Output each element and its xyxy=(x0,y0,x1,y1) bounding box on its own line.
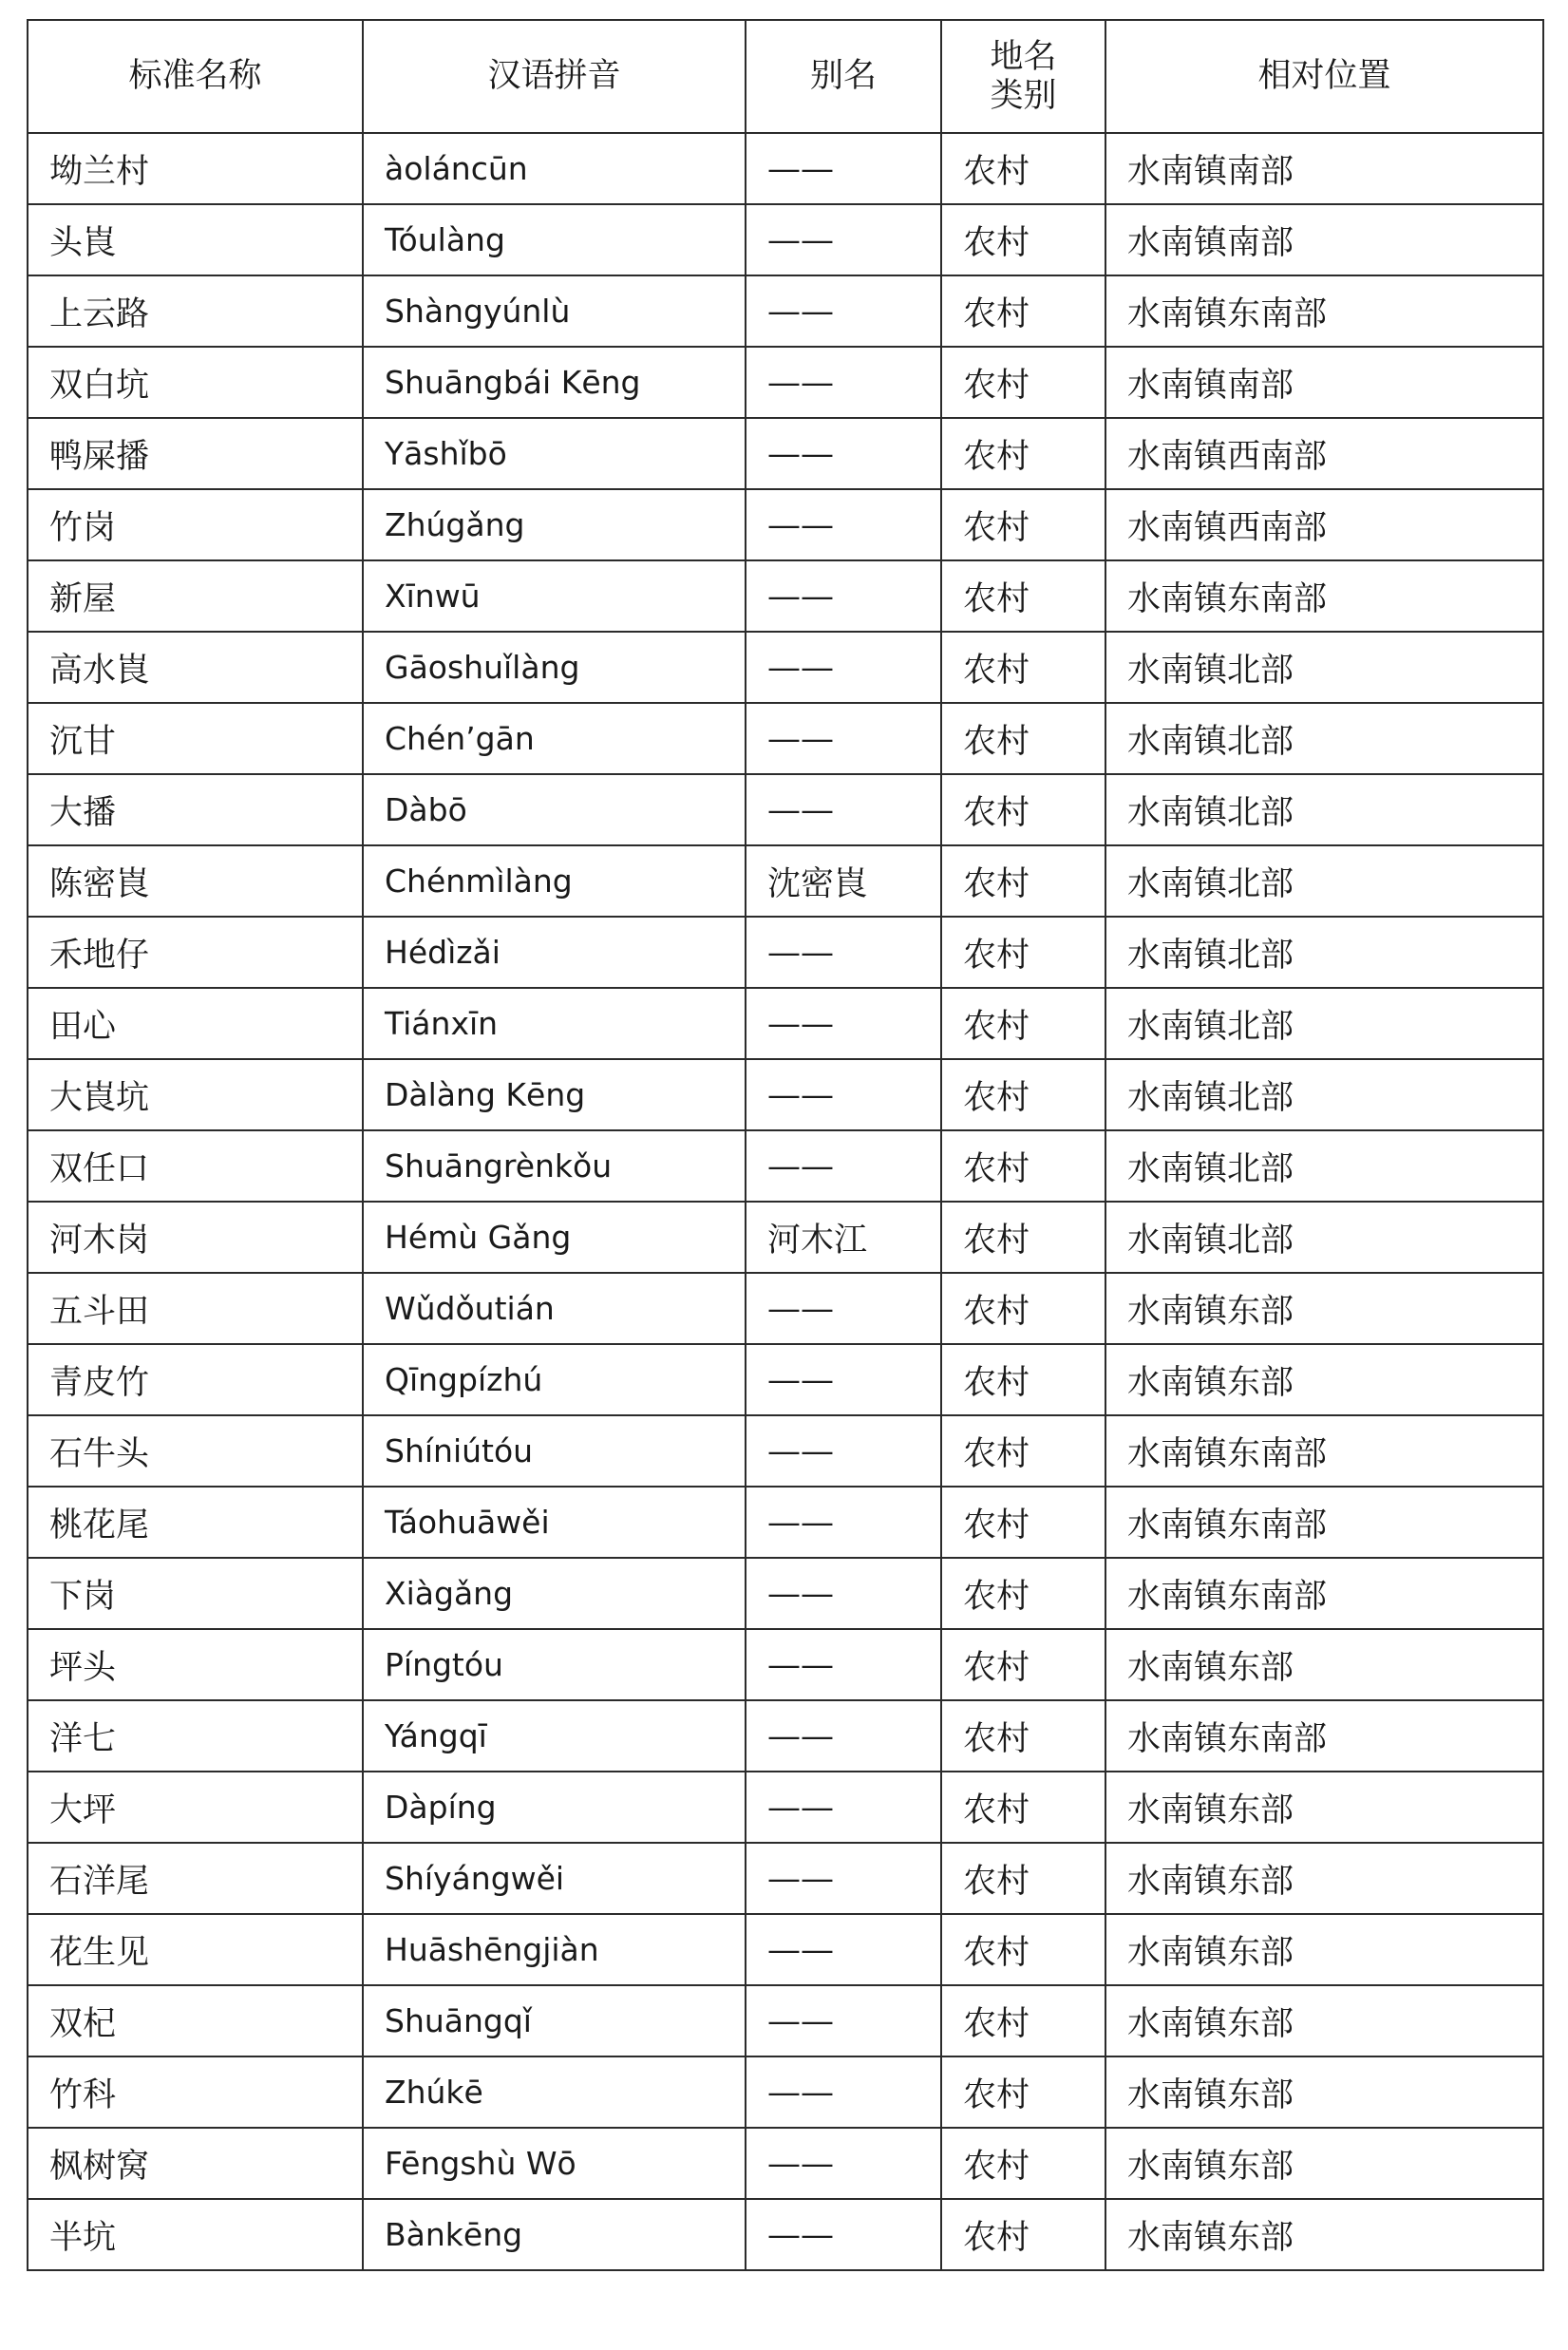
cell-pinyin: Xiàgǎng xyxy=(363,1558,746,1629)
cell-category: 农村 xyxy=(941,703,1105,774)
cell-category: 农村 xyxy=(941,1273,1105,1344)
cell-pinyin: Fēngshù Wō xyxy=(363,2128,746,2199)
cell-relative-location: 水南镇东部 xyxy=(1105,1629,1543,1700)
cell-standard-name: 竹科 xyxy=(28,2056,363,2128)
cell-standard-name: 大播 xyxy=(28,774,363,845)
cell-relative-location: 水南镇南部 xyxy=(1105,133,1543,204)
cell-standard-name: 石洋尾 xyxy=(28,1843,363,1914)
cell-category: 农村 xyxy=(941,133,1105,204)
header-standard-name: 标准名称 xyxy=(28,20,363,133)
cell-standard-name: 桃花尾 xyxy=(28,1487,363,1558)
cell-category: 农村 xyxy=(941,2199,1105,2270)
cell-category: 农村 xyxy=(941,1772,1105,1843)
cell-standard-name: 双白坑 xyxy=(28,347,363,418)
cell-standard-name: 头崀 xyxy=(28,204,363,275)
cell-alias: —— xyxy=(746,1059,941,1130)
cell-alias: —— xyxy=(746,275,941,347)
cell-pinyin: Chén’gān xyxy=(363,703,746,774)
cell-standard-name: 花生见 xyxy=(28,1914,363,1985)
table-row xyxy=(28,347,1543,418)
cell-alias: —— xyxy=(746,2056,941,2128)
cell-category: 农村 xyxy=(941,1059,1105,1130)
cell-relative-location: 水南镇东部 xyxy=(1105,1914,1543,1985)
cell-alias: —— xyxy=(746,418,941,489)
cell-pinyin: Hémù Gǎng xyxy=(363,1202,746,1273)
cell-alias: —— xyxy=(746,1985,941,2056)
cell-standard-name: 禾地仔 xyxy=(28,917,363,988)
table-row xyxy=(28,1487,1543,1558)
cell-standard-name: 田心 xyxy=(28,988,363,1059)
table-row xyxy=(28,1700,1543,1772)
cell-relative-location: 水南镇北部 xyxy=(1105,1130,1543,1202)
cell-relative-location: 水南镇东部 xyxy=(1105,1273,1543,1344)
cell-alias: —— xyxy=(746,1415,941,1487)
cell-standard-name: 下岗 xyxy=(28,1558,363,1629)
cell-pinyin: Tiánxīn xyxy=(363,988,746,1059)
cell-alias: 河木江 xyxy=(746,1202,941,1273)
cell-pinyin: Qīngpízhú xyxy=(363,1344,746,1415)
cell-pinyin: Shàngyúnlù xyxy=(363,275,746,347)
cell-alias: —— xyxy=(746,2199,941,2270)
cell-alias: —— xyxy=(746,1558,941,1629)
header-pinyin: 汉语拼音 xyxy=(363,20,746,133)
table-row xyxy=(28,774,1543,845)
cell-standard-name: 双任口 xyxy=(28,1130,363,1202)
header-category xyxy=(941,20,1105,133)
table-row xyxy=(28,133,1543,204)
cell-alias: —— xyxy=(746,703,941,774)
header-category-line1: 地名 xyxy=(990,38,1057,77)
cell-relative-location: 水南镇东南部 xyxy=(1105,560,1543,632)
table-row xyxy=(28,2128,1543,2199)
cell-pinyin: Yángqī xyxy=(363,1700,746,1772)
cell-category: 农村 xyxy=(941,1130,1105,1202)
cell-standard-name: 石牛头 xyxy=(28,1415,363,1487)
cell-category: 农村 xyxy=(941,1700,1105,1772)
cell-alias: —— xyxy=(746,133,941,204)
cell-relative-location: 水南镇东南部 xyxy=(1105,1487,1543,1558)
table-row xyxy=(28,489,1543,560)
cell-pinyin: Táohuāwěi xyxy=(363,1487,746,1558)
cell-alias: —— xyxy=(746,1273,941,1344)
cell-relative-location: 水南镇北部 xyxy=(1105,988,1543,1059)
cell-pinyin: Shuāngqǐ xyxy=(363,1985,746,2056)
cell-standard-name: 沉甘 xyxy=(28,703,363,774)
cell-standard-name: 陈密崀 xyxy=(28,845,363,917)
cell-pinyin: Dàlàng Kēng xyxy=(363,1059,746,1130)
table-row xyxy=(28,1985,1543,2056)
table-row xyxy=(28,1629,1543,1700)
cell-alias: —— xyxy=(746,1629,941,1700)
cell-relative-location: 水南镇北部 xyxy=(1105,845,1543,917)
cell-category: 农村 xyxy=(941,1629,1105,1700)
place-name-table xyxy=(27,19,1544,2271)
cell-alias: —— xyxy=(746,560,941,632)
cell-alias: —— xyxy=(746,632,941,703)
cell-pinyin: Shíyángwěi xyxy=(363,1843,746,1914)
cell-standard-name: 竹岗 xyxy=(28,489,363,560)
cell-pinyin: Shíniútóu xyxy=(363,1415,746,1487)
table-row xyxy=(28,632,1543,703)
cell-standard-name: 河木岗 xyxy=(28,1202,363,1273)
cell-category: 农村 xyxy=(941,917,1105,988)
table-row xyxy=(28,418,1543,489)
cell-alias: —— xyxy=(746,1344,941,1415)
cell-pinyin: Zhúkē xyxy=(363,2056,746,2128)
cell-category: 农村 xyxy=(941,845,1105,917)
table-row xyxy=(28,1772,1543,1843)
cell-pinyin: Zhúgǎng xyxy=(363,489,746,560)
header-alias: 别名 xyxy=(746,20,941,133)
cell-relative-location: 水南镇东南部 xyxy=(1105,1415,1543,1487)
cell-standard-name: 青皮竹 xyxy=(28,1344,363,1415)
cell-category: 农村 xyxy=(941,1202,1105,1273)
cell-alias: —— xyxy=(746,988,941,1059)
cell-category: 农村 xyxy=(941,1415,1105,1487)
table-row xyxy=(28,1202,1543,1273)
cell-relative-location: 水南镇南部 xyxy=(1105,204,1543,275)
cell-standard-name: 鸭屎播 xyxy=(28,418,363,489)
cell-pinyin: Dàbō xyxy=(363,774,746,845)
table-row xyxy=(28,845,1543,917)
cell-relative-location: 水南镇北部 xyxy=(1105,917,1543,988)
cell-standard-name: 上云路 xyxy=(28,275,363,347)
cell-relative-location: 水南镇东部 xyxy=(1105,1772,1543,1843)
cell-pinyin: Shuāngrènkǒu xyxy=(363,1130,746,1202)
cell-category: 农村 xyxy=(941,489,1105,560)
cell-standard-name: 坪头 xyxy=(28,1629,363,1700)
table-row xyxy=(28,204,1543,275)
cell-category: 农村 xyxy=(941,1487,1105,1558)
table-row xyxy=(28,560,1543,632)
cell-alias: —— xyxy=(746,1487,941,1558)
cell-category: 农村 xyxy=(941,347,1105,418)
cell-pinyin: Tóulàng xyxy=(363,204,746,275)
cell-standard-name: 大崀坑 xyxy=(28,1059,363,1130)
cell-pinyin: Huāshēngjiàn xyxy=(363,1914,746,1985)
cell-relative-location: 水南镇东部 xyxy=(1105,2199,1543,2270)
cell-relative-location: 水南镇东部 xyxy=(1105,2128,1543,2199)
cell-pinyin: àoláncūn xyxy=(363,133,746,204)
cell-relative-location: 水南镇东南部 xyxy=(1105,1558,1543,1629)
cell-relative-location: 水南镇东南部 xyxy=(1105,1700,1543,1772)
cell-alias: —— xyxy=(746,204,941,275)
table-row xyxy=(28,275,1543,347)
table-header xyxy=(28,20,1543,133)
cell-pinyin: Yāshǐbō xyxy=(363,418,746,489)
cell-alias: —— xyxy=(746,1130,941,1202)
cell-pinyin: Wǔdǒutián xyxy=(363,1273,746,1344)
cell-relative-location: 水南镇北部 xyxy=(1105,1059,1543,1130)
cell-relative-location: 水南镇东部 xyxy=(1105,1344,1543,1415)
cell-standard-name: 双杞 xyxy=(28,1985,363,2056)
cell-pinyin: Gāoshuǐlàng xyxy=(363,632,746,703)
cell-category: 农村 xyxy=(941,2056,1105,2128)
table-row xyxy=(28,1415,1543,1487)
table-row xyxy=(28,1344,1543,1415)
header-row xyxy=(28,20,1543,133)
table-row xyxy=(28,917,1543,988)
cell-alias: —— xyxy=(746,2128,941,2199)
table-row xyxy=(28,1059,1543,1130)
table-row xyxy=(28,2056,1543,2128)
table-body xyxy=(28,133,1543,2270)
cell-relative-location: 水南镇东部 xyxy=(1105,2056,1543,2128)
cell-pinyin: Shuāngbái Kēng xyxy=(363,347,746,418)
table-row xyxy=(28,1843,1543,1914)
table-row xyxy=(28,1273,1543,1344)
cell-alias: —— xyxy=(746,1772,941,1843)
cell-alias: —— xyxy=(746,1843,941,1914)
table-row xyxy=(28,988,1543,1059)
place-name-table-container xyxy=(27,19,1542,2271)
cell-pinyin: Xīnwū xyxy=(363,560,746,632)
cell-standard-name: 五斗田 xyxy=(28,1273,363,1344)
cell-category: 农村 xyxy=(941,774,1105,845)
cell-standard-name: 坳兰村 xyxy=(28,133,363,204)
cell-standard-name: 高水崀 xyxy=(28,632,363,703)
cell-standard-name: 洋七 xyxy=(28,1700,363,1772)
cell-alias: —— xyxy=(746,1700,941,1772)
cell-alias: —— xyxy=(746,1914,941,1985)
cell-pinyin: Dàpíng xyxy=(363,1772,746,1843)
cell-standard-name: 枫树窝 xyxy=(28,2128,363,2199)
cell-category: 农村 xyxy=(941,988,1105,1059)
cell-relative-location: 水南镇北部 xyxy=(1105,632,1543,703)
cell-relative-location: 水南镇西南部 xyxy=(1105,489,1543,560)
cell-alias: —— xyxy=(746,774,941,845)
cell-category: 农村 xyxy=(941,1914,1105,1985)
cell-relative-location: 水南镇南部 xyxy=(1105,347,1543,418)
cell-pinyin: Bànkēng xyxy=(363,2199,746,2270)
cell-relative-location: 水南镇西南部 xyxy=(1105,418,1543,489)
table-row xyxy=(28,1130,1543,1202)
header-relative-location: 相对位置 xyxy=(1105,20,1543,133)
cell-relative-location: 水南镇东南部 xyxy=(1105,275,1543,347)
cell-alias: —— xyxy=(746,347,941,418)
cell-alias: 沈密崀 xyxy=(746,845,941,917)
cell-category: 农村 xyxy=(941,204,1105,275)
cell-pinyin: Píngtóu xyxy=(363,1629,746,1700)
cell-standard-name: 半坑 xyxy=(28,2199,363,2270)
cell-category: 农村 xyxy=(941,1843,1105,1914)
header-category-line2: 类别 xyxy=(990,76,1057,115)
cell-category: 农村 xyxy=(941,418,1105,489)
cell-category: 农村 xyxy=(941,1344,1105,1415)
cell-category: 农村 xyxy=(941,560,1105,632)
cell-category: 农村 xyxy=(941,632,1105,703)
table-row xyxy=(28,703,1543,774)
table-row xyxy=(28,1558,1543,1629)
table-row xyxy=(28,1914,1543,1985)
cell-pinyin: Chénmìlàng xyxy=(363,845,746,917)
cell-relative-location: 水南镇北部 xyxy=(1105,774,1543,845)
cell-category: 农村 xyxy=(941,1985,1105,2056)
cell-relative-location: 水南镇东部 xyxy=(1105,1843,1543,1914)
cell-relative-location: 水南镇北部 xyxy=(1105,703,1543,774)
cell-alias: —— xyxy=(746,489,941,560)
cell-standard-name: 大坪 xyxy=(28,1772,363,1843)
cell-category: 农村 xyxy=(941,275,1105,347)
cell-category: 农村 xyxy=(941,1558,1105,1629)
cell-relative-location: 水南镇东部 xyxy=(1105,1985,1543,2056)
cell-category: 农村 xyxy=(941,2128,1105,2199)
cell-relative-location: 水南镇北部 xyxy=(1105,1202,1543,1273)
cell-standard-name: 新屋 xyxy=(28,560,363,632)
cell-pinyin: Hédìzǎi xyxy=(363,917,746,988)
cell-alias: —— xyxy=(746,917,941,988)
table-row xyxy=(28,2199,1543,2270)
